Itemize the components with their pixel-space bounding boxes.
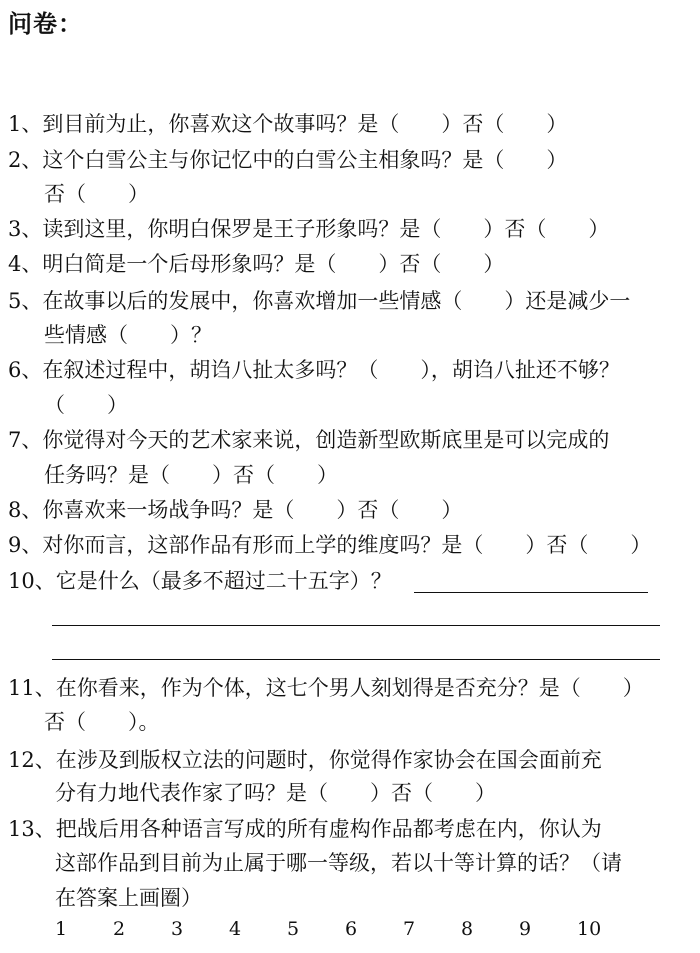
rating-option-4[interactable]: 4	[229, 918, 242, 940]
question-7-line-1: 7、你觉得对今天的艺术家来说，创造新型欧斯底里是可以完成的	[8, 428, 610, 452]
question-5-line-1: 5、在故事以后的发展中，你喜欢增加一些情感（ ）还是减少一	[8, 289, 631, 313]
question-6-line-2: （ ）	[44, 393, 128, 417]
question-9: 9、对你而言，这部作品有形而上学的维度吗？是（ ）否（ ）	[8, 533, 652, 557]
rating-option-8[interactable]: 8	[461, 918, 474, 940]
question-11-line-2: 否（ ）。	[44, 710, 160, 734]
question-2-line-1: 2、这个白雪公主与你记忆中的白雪公主相象吗？是（ ）	[8, 148, 568, 172]
answer-line-2[interactable]	[52, 625, 660, 626]
answer-line-3[interactable]	[52, 659, 660, 660]
question-7-line-2: 任务吗？是（ ）否（ ）	[44, 463, 338, 487]
question-2-line-2: 否（ ）	[44, 182, 149, 206]
question-13-line-3: 在答案上画圈）	[55, 886, 202, 910]
question-13-line-2: 这部作品到目前为止属于哪一等级，若以十等计算的话？（请	[55, 851, 622, 875]
rating-option-1[interactable]: 1	[55, 918, 68, 940]
rating-scale	[0, 918, 700, 950]
question-8: 8、你喜欢来一场战争吗？是（ ）否（ ）	[8, 498, 463, 522]
question-12-line-2: 分有力地代表作家了吗？是（ ）否（ ）	[55, 781, 496, 805]
rating-option-3[interactable]: 3	[171, 918, 184, 940]
question-3: 3、读到这里，你明白保罗是王子形象吗？是（ ）否（ ）	[8, 217, 610, 241]
answer-line-1[interactable]	[414, 592, 648, 593]
question-12-line-1: 12、在涉及到版权立法的问题时，你觉得作家协会在国会面前充	[8, 748, 602, 772]
question-6-line-1: 6、在叙述过程中，胡诌八扯太多吗？（ ），胡诌八扯还不够？	[8, 358, 620, 382]
rating-option-2[interactable]: 2	[113, 918, 126, 940]
question-5-line-2: 些情感（ ）？	[44, 323, 212, 347]
rating-option-10[interactable]: 10	[577, 918, 602, 940]
question-13-line-1: 13、把战后用各种语言写成的所有虚构作品都考虑在内，你认为	[8, 817, 602, 841]
rating-option-9[interactable]: 9	[519, 918, 532, 940]
rating-option-5[interactable]: 5	[287, 918, 300, 940]
page-title: 问卷：	[8, 10, 83, 38]
rating-option-6[interactable]: 6	[345, 918, 358, 940]
question-11-line-1: 11、在你看来，作为个体，这七个男人刻划得是否充分？是（ ）	[8, 676, 644, 700]
question-4: 4、明白简是一个后母形象吗？是（ ）否（ ）	[8, 252, 505, 276]
question-1: 1、到目前为止，你喜欢这个故事吗？是（ ）否（ ）	[8, 112, 568, 136]
question-10: 10、它是什么（最多不超过二十五字）？	[8, 569, 392, 593]
rating-option-7[interactable]: 7	[403, 918, 416, 940]
